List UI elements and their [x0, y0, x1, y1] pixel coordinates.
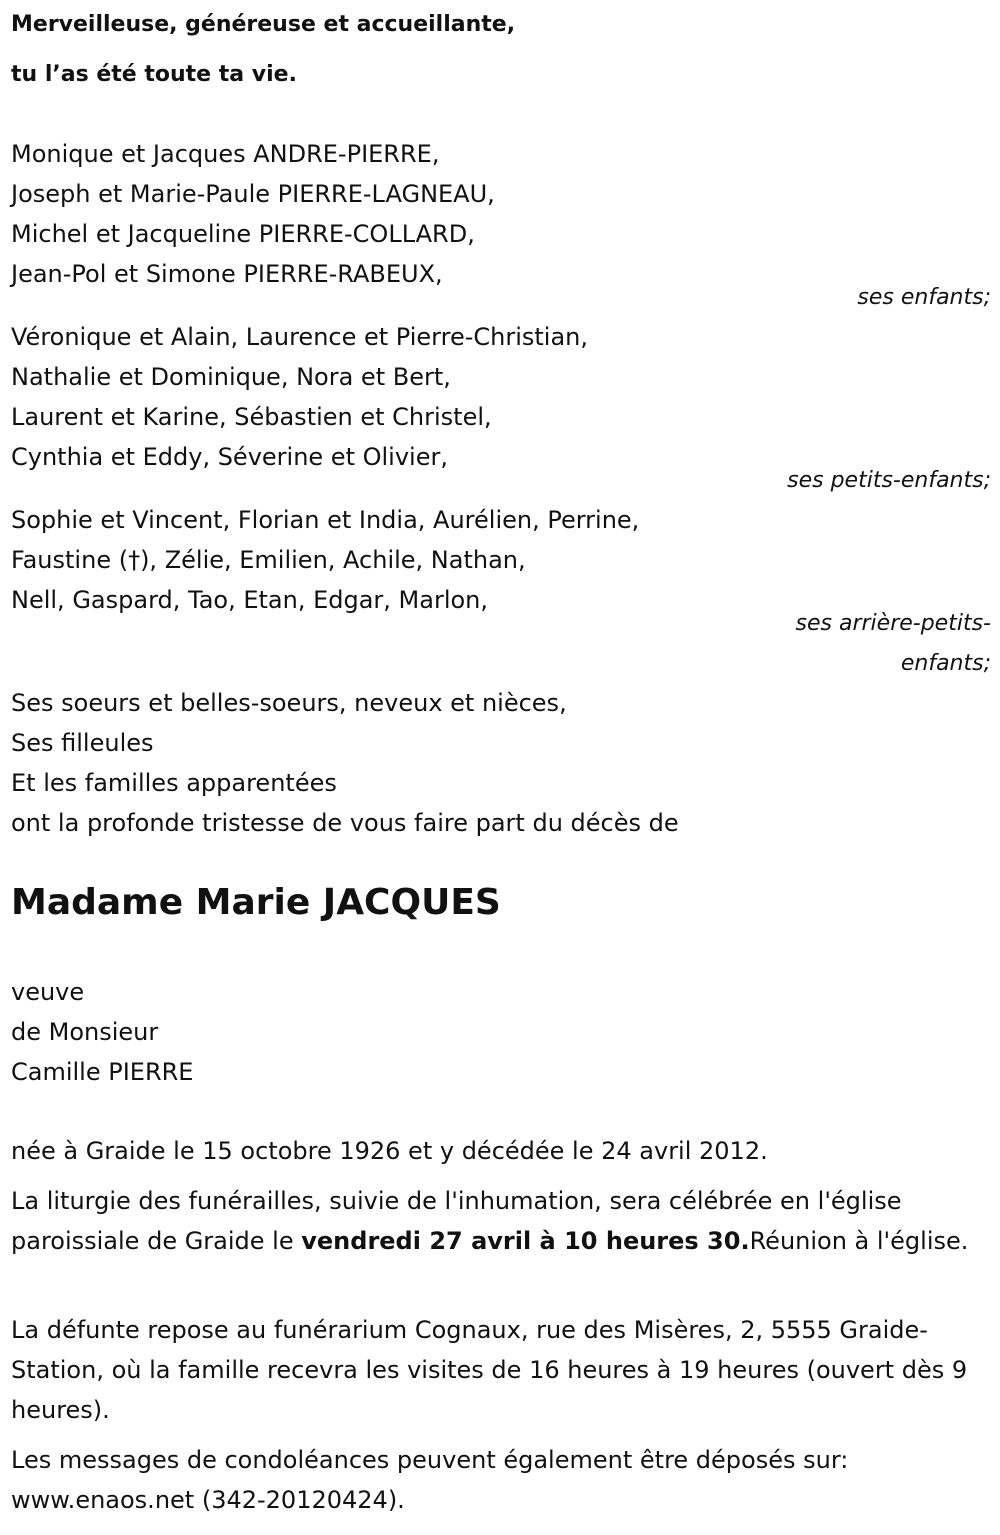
great-grandchildren-name-line: Faustine (†), Zélie, Emilien, Achile, Nathan,	[11, 546, 526, 574]
grandchildren-name-line: Laurent et Karine, Sébastien et Christel,	[11, 403, 492, 431]
great-grandchildren-role-line-2: enfants;	[900, 651, 991, 676]
funeral-date-time: vendredi 27 avril à 10 heures 30.	[301, 1227, 750, 1255]
deceased-name: Madame Marie JACQUES	[11, 882, 501, 923]
funeral-text: La liturgie des funérailles, suivie de l'inhumation, sera célébrée en l'église paroissiale de Graide le	[11, 1187, 902, 1255]
great-grandchildren-role-line-1: ses arrière-petits-	[795, 611, 991, 636]
funeral-paragraph	[11, 1181, 989, 1261]
motto-line-1: Merveilleuse, généreuse et accueillante,	[11, 12, 516, 37]
funeral-gathering-text: Réunion à l'église.	[749, 1227, 969, 1255]
widow-line: de Monsieur	[11, 1018, 159, 1046]
relatives-line: Ses filleules	[11, 729, 154, 757]
children-name-line: Michel et Jacqueline PIERRE-COLLARD,	[11, 220, 475, 248]
great-grandchildren-name-line: Sophie et Vincent, Florian et India, Aurélien, Perrine,	[11, 506, 640, 534]
children-name-line: Jean-Pol et Simone PIERRE-RABEUX,	[11, 260, 443, 288]
grandchildren-name-line: Nathalie et Dominique, Nora et Bert,	[11, 363, 451, 391]
condolences-paragraph: Les messages de condoléances peuvent également être déposés sur: www.enaos.net (342-20120424).	[11, 1446, 849, 1514]
birth-death-text: née à Graide le 15 octobre 1926 et y décédée le 24 avril 2012.	[11, 1137, 768, 1165]
grandchildren-name-line: Cynthia et Eddy, Séverine et Olivier,	[11, 443, 448, 471]
announcement-line: ont la profonde tristesse de vous faire part du décès de	[11, 809, 679, 837]
children-name-line: Joseph et Marie-Paule PIERRE-LAGNEAU,	[11, 180, 495, 208]
great-grandchildren-name-line: Nell, Gaspard, Tao, Etan, Edgar, Marlon,	[11, 586, 489, 614]
widow-line: veuve	[11, 978, 85, 1006]
motto-line-2: tu l’as été toute ta vie.	[11, 62, 297, 87]
children-role: ses enfants;	[857, 285, 991, 310]
widow-line: Camille PIERRE	[11, 1058, 194, 1086]
relatives-line: Et les familles apparentées	[11, 769, 337, 797]
children-name-line: Monique et Jacques ANDRE-PIERRE,	[11, 140, 440, 168]
obituary-notice	[11, 0, 991, 1535]
grandchildren-name-line: Véronique et Alain, Laurence et Pierre-Christian,	[11, 323, 589, 351]
funerarium-paragraph: La défunte repose au funérarium Cognaux, rue des Misères, 2, 5555 Graide-Station, où la famille recevra les visites de 16 heures à 19 heures (ouvert dès 9 heures).	[11, 1316, 968, 1424]
relatives-line: Ses soeurs et belles-soeurs, neveux et nièces,	[11, 689, 567, 717]
grandchildren-role: ses petits-enfants;	[787, 468, 991, 493]
